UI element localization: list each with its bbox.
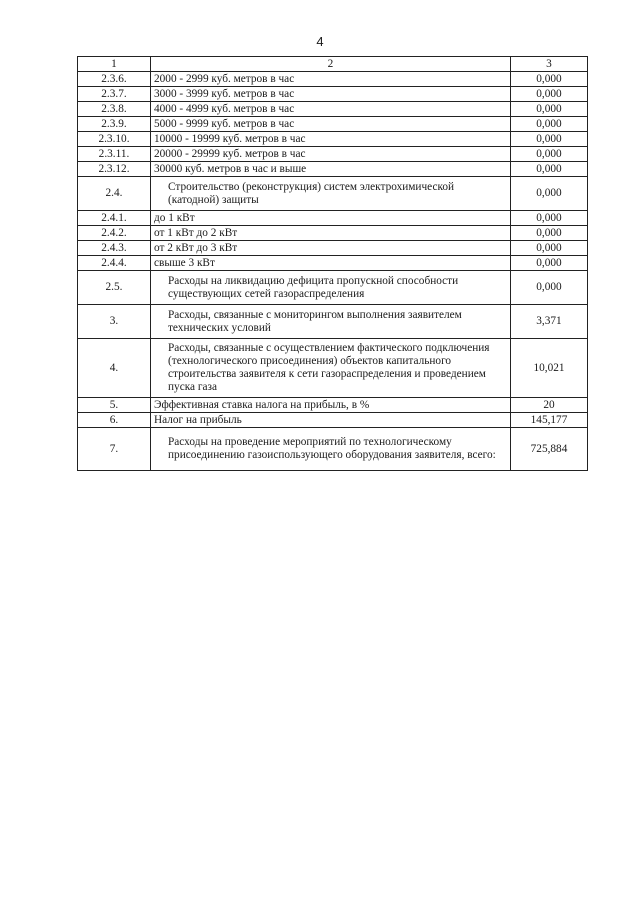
row-number-cell: 2.4.2. xyxy=(78,226,151,241)
row-description-cell: от 1 кВт до 2 кВт xyxy=(151,226,511,241)
row-description-cell: Строительство (реконструкция) систем электрохимической (катодной) защиты xyxy=(151,177,511,211)
row-description-cell: Эффективная ставка налога на прибыль, в % xyxy=(151,398,511,413)
table-row xyxy=(78,87,588,102)
table-row xyxy=(78,102,588,117)
row-number-cell: 2.3.7. xyxy=(78,87,151,102)
table-row xyxy=(78,72,588,87)
row-value-cell: 0,000 xyxy=(511,162,588,177)
row-description-cell: Расходы, связанные с осуществлением фактического подключения (технологического присоединения) объектов капитального строительства заявителя к сети газораспределения и проведением пуска газа xyxy=(151,339,511,398)
page-number: 4 xyxy=(316,34,324,49)
row-value-cell: 0,000 xyxy=(511,87,588,102)
row-description-cell: от 2 кВт до 3 кВт xyxy=(151,241,511,256)
row-description-cell: 3000 - 3999 куб. метров в час xyxy=(151,87,511,102)
row-number-cell: 2.4.1. xyxy=(78,211,151,226)
row-value-cell: 0,000 xyxy=(511,177,588,211)
row-number-cell: 4. xyxy=(78,339,151,398)
row-value-cell: 0,000 xyxy=(511,132,588,147)
row-description-cell: 4000 - 4999 куб. метров в час xyxy=(151,102,511,117)
row-value-cell: 20 xyxy=(511,398,588,413)
row-value-cell: 10,021 xyxy=(511,339,588,398)
row-value-cell: 0,000 xyxy=(511,241,588,256)
row-description-cell: 20000 - 29999 куб. метров в час xyxy=(151,147,511,162)
table-row xyxy=(78,211,588,226)
row-number-cell: 2.3.6. xyxy=(78,72,151,87)
table-row xyxy=(78,132,588,147)
column-header-description: 2 xyxy=(151,57,511,72)
row-number-cell: 7. xyxy=(78,428,151,471)
row-value-cell: 3,371 xyxy=(511,305,588,339)
row-description-cell: свыше 3 кВт xyxy=(151,256,511,271)
row-description-cell: Расходы, связанные с мониторингом выполнения заявителем технических условий xyxy=(151,305,511,339)
column-header-value: 3 xyxy=(511,57,588,72)
row-value-cell: 0,000 xyxy=(511,271,588,305)
table-row xyxy=(78,162,588,177)
row-number-cell: 2.3.9. xyxy=(78,117,151,132)
row-description-cell: Расходы на проведение мероприятий по технологическому присоединению газоиспользующего оборудования заявителя, всего: xyxy=(151,428,511,471)
row-number-cell: 2.4. xyxy=(78,177,151,211)
row-number-cell: 2.5. xyxy=(78,271,151,305)
row-value-cell: 0,000 xyxy=(511,102,588,117)
table-row xyxy=(78,398,588,413)
row-number-cell: 6. xyxy=(78,413,151,428)
cost-table xyxy=(77,56,588,471)
table-row xyxy=(78,339,588,398)
row-number-cell: 2.3.10. xyxy=(78,132,151,147)
row-number-cell: 2.4.3. xyxy=(78,241,151,256)
row-description-cell: Налог на прибыль xyxy=(151,413,511,428)
table-row xyxy=(78,271,588,305)
row-description-cell: Расходы на ликвидацию дефицита пропускной способности существующих сетей газораспределения xyxy=(151,271,511,305)
row-number-cell: 2.3.12. xyxy=(78,162,151,177)
row-value-cell: 725,884 xyxy=(511,428,588,471)
row-description-cell: 5000 - 9999 куб. метров в час xyxy=(151,117,511,132)
row-number-cell: 5. xyxy=(78,398,151,413)
row-value-cell: 0,000 xyxy=(511,211,588,226)
row-value-cell: 0,000 xyxy=(511,72,588,87)
row-value-cell: 0,000 xyxy=(511,226,588,241)
row-number-cell: 2.4.4. xyxy=(78,256,151,271)
table-row xyxy=(78,413,588,428)
table-row xyxy=(78,256,588,271)
row-value-cell: 0,000 xyxy=(511,256,588,271)
table-body xyxy=(78,57,588,471)
table-row xyxy=(78,177,588,211)
table-row xyxy=(78,428,588,471)
row-value-cell: 145,177 xyxy=(511,413,588,428)
table-row xyxy=(78,226,588,241)
row-value-cell: 0,000 xyxy=(511,117,588,132)
table-row xyxy=(78,147,588,162)
row-number-cell: 2.3.8. xyxy=(78,102,151,117)
column-header-number: 1 xyxy=(78,57,151,72)
table-row xyxy=(78,117,588,132)
row-value-cell: 0,000 xyxy=(511,147,588,162)
row-description-cell: до 1 кВт xyxy=(151,211,511,226)
row-number-cell: 3. xyxy=(78,305,151,339)
table-row xyxy=(78,305,588,339)
row-description-cell: 10000 - 19999 куб. метров в час xyxy=(151,132,511,147)
row-description-cell: 2000 - 2999 куб. метров в час xyxy=(151,72,511,87)
table-header-row xyxy=(78,57,588,72)
row-description-cell: 30000 куб. метров в час и выше xyxy=(151,162,511,177)
table-row xyxy=(78,241,588,256)
row-number-cell: 2.3.11. xyxy=(78,147,151,162)
